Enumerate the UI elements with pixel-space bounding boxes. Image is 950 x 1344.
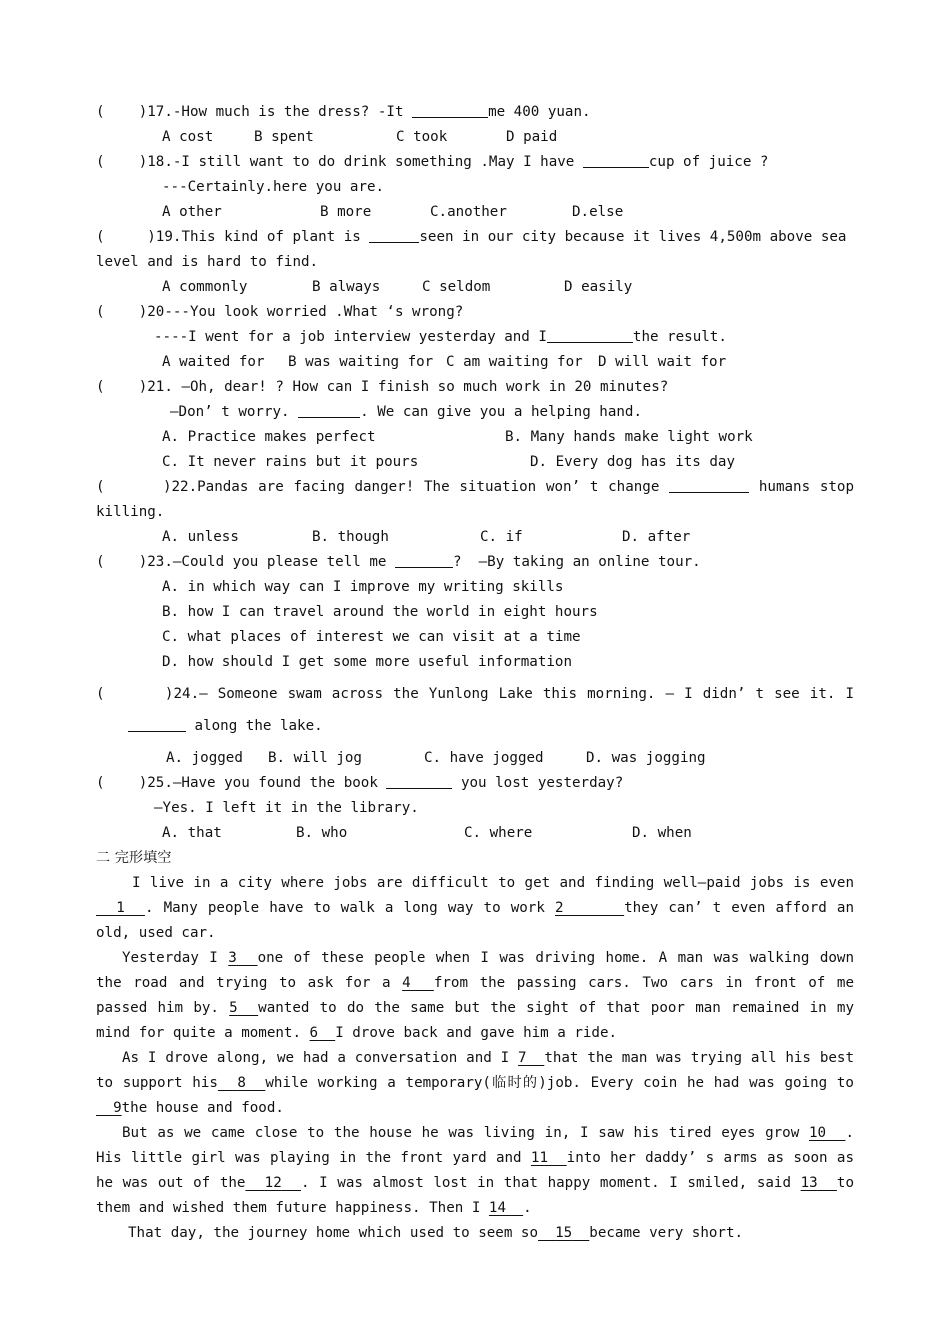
cloze-paragraph-4: But as we came close to the house he was living in, I saw his tired eyes grow 10 . His little girl was playing in the front yard and 11 into her daddy’ s arms as soon as he was out of the 12 . I was almost lost in that happy moment. I smiled, said 13 to them and wished them future happiness. Then I 14 . <box>96 1125 854 1216</box>
reply-25: —Yes. I left it in the library. <box>154 800 419 816</box>
cloze-blank-6: 6 <box>309 1025 319 1041</box>
answer-blank <box>669 476 749 493</box>
question-22: ( )22.Pandas are facing danger! The situation won’ t change humans stop <box>96 475 854 500</box>
question-24: ( )24.— Someone swam across the Yunlong Lake this morning. — I didn’ t see it. I <box>96 686 854 702</box>
section-title-cloze: 二 完形填空 <box>96 850 172 866</box>
question-17: ( )17.-How much is the dress? -It me 400 yuan. <box>96 100 854 125</box>
answer-blank <box>369 226 419 243</box>
question-20: ( )20---You look worried .What ‘s wrong? <box>96 304 464 320</box>
options-17: A cost B spent C took D paid <box>162 129 558 145</box>
answer-blank <box>583 151 649 168</box>
cloze-blank-11: 11 <box>530 1150 548 1166</box>
cloze-blank-8: 8 <box>237 1075 246 1091</box>
question-19: ( )19.This kind of plant is seen in our city because it lives 4,500m above sea <box>96 225 854 250</box>
options-21-ab: A. Practice makes perfect B. Many hands make light work <box>162 429 753 445</box>
answer-blank <box>386 772 452 789</box>
question-22-continued: killing. <box>96 504 165 520</box>
option-23-a: A. in which way can I improve my writing skills <box>162 579 564 595</box>
option-23-d: D. how should I get some more useful information <box>162 654 572 670</box>
answer-blank <box>412 101 488 118</box>
question-number: 17 <box>147 104 165 120</box>
cloze-paragraph-2: Yesterday I 3 one of these people when I was driving home. A man was walking down the road and trying to ask for a 4 from the passing cars. Two cars in front of me passed him by. 5 wanted to do the same but the sight of that poor man remained in my mind for quite a moment. 6 I drove back and gave him a ride. <box>96 950 855 1041</box>
answer-blank <box>128 715 186 732</box>
cloze-paragraph-3: As I drove along, we had a conversation and I 7 that the man was trying all his best to support his 8 while working a temporary(临时的)job. Every coin he had was going to 9the house and food. <box>96 1050 854 1116</box>
cloze-paragraph-1: I live in a city where jobs are difficult to get and finding well—paid jobs is even 1 . Many people have to walk a long way to work 2 they can’ t even afford an old, used car. <box>96 875 854 941</box>
cloze-blank-4: 4 <box>402 975 411 991</box>
options-21-cd: C. It never rains but it pours D. Every dog has its day <box>162 454 735 470</box>
cloze-blank-7: 7 <box>518 1050 527 1066</box>
options-22: A. unless B. though C. if D. after <box>162 529 691 545</box>
answer-blank <box>395 551 453 568</box>
reply-21: —Don’ t worry. . We can give you a helping hand. <box>96 400 854 425</box>
options-20: A waited for B was waiting for C am waiting for D will wait for <box>162 354 727 370</box>
answer-blank <box>298 401 360 418</box>
cloze-blank-12: 12 <box>264 1175 282 1191</box>
cloze-blank-5: 5 <box>229 1000 238 1016</box>
cloze-blank-9: 9 <box>113 1100 122 1116</box>
cloze-blank-15: 15 <box>555 1225 573 1241</box>
question-23: ( )23.—Could you please tell me ? —By taking an online tour. <box>96 550 854 575</box>
cloze-blank-14: 14 <box>488 1200 507 1216</box>
cloze-blank-10: 10 <box>808 1125 827 1141</box>
reply-18: ---Certainly.here you are. <box>162 179 385 195</box>
option-23-b: B. how I can travel around the world in eight hours <box>162 604 598 620</box>
reply-20: ----I went for a job interview yesterday and I the result. <box>96 325 854 350</box>
options-18: A other B more C.another D.else <box>162 204 624 220</box>
question-25: ( )25.—Have you found the book you lost yesterday? <box>96 771 854 796</box>
cloze-blank-2: 2 <box>554 900 564 916</box>
question-21: ( )21. —Oh, dear! ? How can I finish so much work in 20 minutes? <box>96 379 669 395</box>
answer-blank <box>547 326 633 343</box>
option-23-c: C. what places of interest we can visit at a time <box>162 629 581 645</box>
options-24: A. jogged B. will jog C. have jogged D. was jogging <box>166 750 706 766</box>
cloze-blank-1: 1 <box>116 900 125 916</box>
cloze-blank-13: 13 <box>800 1175 818 1191</box>
question-19-continued: level and is hard to find. <box>96 254 319 270</box>
question-18: ( )18.-I still want to do drink something .May I have cup of juice ? <box>96 150 854 175</box>
options-25: A. that B. who C. where D. when <box>162 825 692 841</box>
cloze-paragraph-5: That day, the journey home which used to seem so 15 became very short. <box>128 1225 744 1241</box>
options-19: A commonly B always C seldom D easily <box>162 279 633 295</box>
question-24-continued: along the lake. <box>96 714 854 739</box>
cloze-blank-3: 3 <box>228 950 237 966</box>
